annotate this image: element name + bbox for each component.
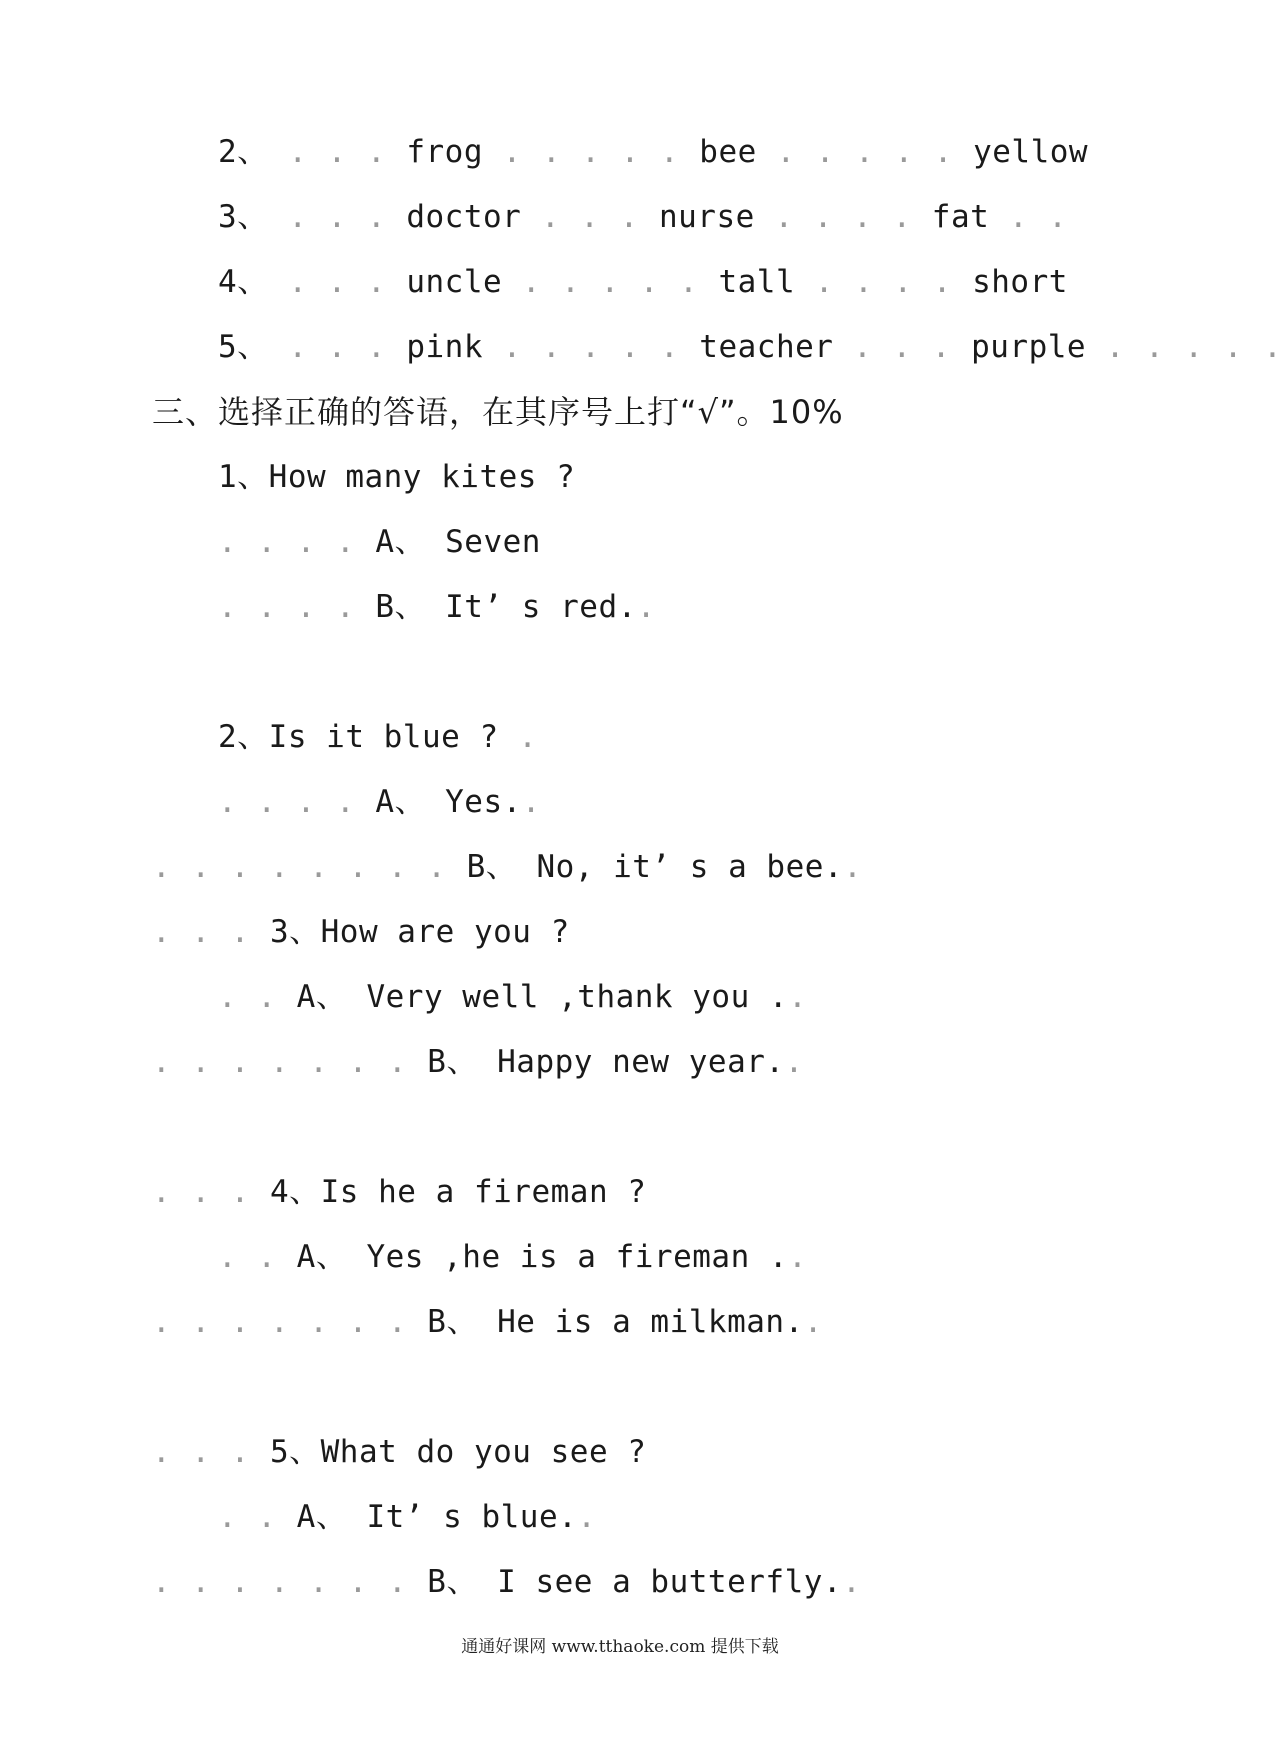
option-4a: . . A、 Yes ,he is a fireman ..	[218, 1239, 808, 1275]
row-number: 2、	[218, 134, 269, 170]
section-heading: 三、选择正确的答语，在其序号上打“√”。10%	[152, 393, 844, 431]
word: tall	[718, 264, 796, 300]
word: frog	[406, 134, 483, 170]
word: yellow	[973, 134, 1089, 170]
word: pink	[406, 329, 483, 365]
option-5a: . . A、 It’ s blue..	[218, 1499, 597, 1535]
option-4b: . . . . . . . B、 He is a milkman..	[152, 1304, 824, 1340]
word: uncle	[406, 264, 503, 300]
word: teacher	[699, 329, 834, 365]
word-row-3: 3、 . . . doctor . . . nurse . . . . fat . .	[218, 199, 1068, 235]
option-1b: . . . . B、 It’ s red..	[218, 589, 657, 625]
option-1a: . . . . A、 Seven	[218, 524, 541, 560]
option-5b: . . . . . . . B、 I see a butterfly..	[152, 1564, 862, 1600]
page-footer: 通通好课网 www.tthaoke.com 提供下载	[461, 1637, 779, 1657]
word-row-2: 2、 . . . frog . . . . . bee . . . . . yellow	[218, 134, 1089, 170]
question-5: . . . 5、What do you see ?	[152, 1434, 647, 1470]
question-4: . . . 4、Is he a fireman ?	[152, 1174, 647, 1210]
word-row-5: 5、 . . . pink . . . . . teacher . . . purple . . . . .	[218, 329, 1283, 365]
word: short	[972, 264, 1068, 300]
word-row-4: 4、 . . . uncle . . . . . tall . . . . short	[218, 264, 1068, 300]
word: bee	[699, 134, 757, 170]
option-2a: . . . . A、 Yes..	[218, 784, 542, 820]
option-3b: . . . . . . . B、 Happy new year..	[152, 1044, 805, 1080]
option-3a: . . A、 Very well ,thank you ..	[218, 979, 808, 1015]
option-2b: . . . . . . . . B、 No, it’ s a bee..	[152, 849, 863, 885]
question-3: . . . 3、How are you ?	[152, 914, 570, 950]
word: purple	[971, 329, 1087, 365]
row-number: 4、	[218, 264, 269, 300]
row-number: 5、	[218, 329, 269, 365]
question-2: 2、Is it blue ? .	[218, 719, 538, 755]
word: doctor	[406, 199, 522, 235]
word: nurse	[658, 199, 755, 235]
word: fat	[931, 199, 990, 235]
row-number: 3、	[218, 199, 269, 235]
question-1: 1、How many kites ?	[218, 459, 576, 495]
